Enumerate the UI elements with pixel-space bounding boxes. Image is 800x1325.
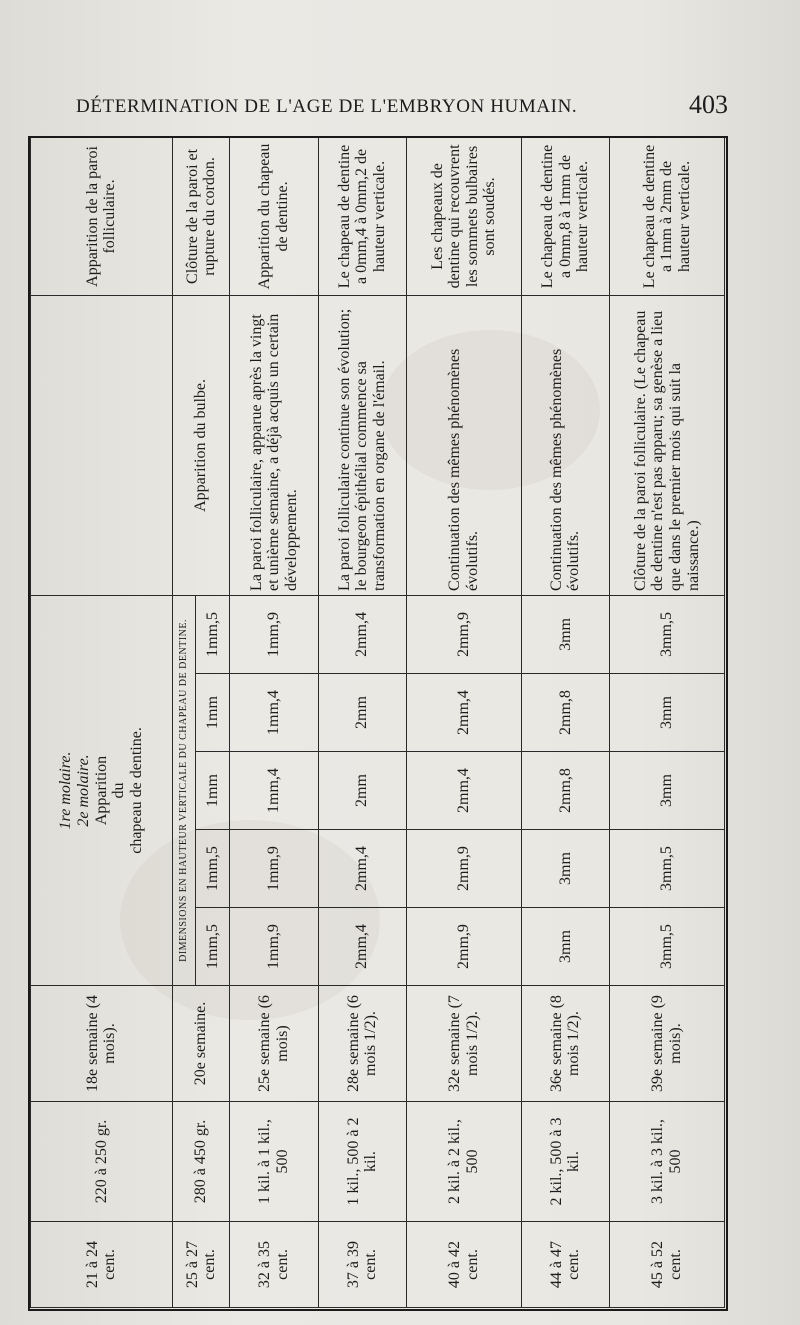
dimension-value-cell: 3mm — [609, 752, 724, 830]
dimension-value-cell: 2mm,9 — [406, 908, 521, 986]
dimension-value-cell: 1mm — [195, 674, 229, 752]
length-cell: 40 à 42 cent. — [406, 1222, 521, 1308]
dimension-value-cell: 3mm — [521, 595, 609, 673]
length-cell: 32 à 35 cent. — [230, 1222, 318, 1308]
dimension-value-cell: 2mm,4 — [406, 674, 521, 752]
dimension-value-cell: 3mm,5 — [609, 908, 724, 986]
age-cell: 32e semaine (7 mois 1/2). — [406, 986, 521, 1102]
dimension-value-cell: 2mm,8 — [521, 752, 609, 830]
header-first-molar: 1re molaire. — [57, 751, 75, 830]
table-row — [31, 137, 173, 1307]
weight-cell: 1 kil. à 1 kil., 500 — [230, 1102, 318, 1222]
dimension-value-cell: 3mm — [521, 908, 609, 986]
dimension-value-cell: 1mm,9 — [230, 830, 318, 908]
weight-cell: 2 kil., 500 à 3 kil. — [521, 1102, 609, 1222]
table-row — [230, 137, 318, 1307]
dimension-value-cell: 3mm,5 — [609, 595, 724, 673]
dimension-value-cell: 1mm,9 — [230, 908, 318, 986]
first-molar-cell: Apparition du chapeau de dentine. — [230, 137, 318, 295]
first-molar-cell: Le chapeau de dentine a 0mm,8 à 1mm de hauteur verticale. — [521, 137, 609, 295]
weight-cell: 2 kil. à 2 kil., 500 — [406, 1102, 521, 1222]
dimension-value-cell: 3mm — [609, 674, 724, 752]
length-cell: 44 à 47 cent. — [521, 1222, 609, 1308]
dimension-value-cell: 1mm,5 — [195, 908, 229, 986]
dimension-value-cell: 2mm,4 — [406, 752, 521, 830]
dimension-value-cell: 1mm,9 — [230, 595, 318, 673]
dimension-value-cell: 3mm — [521, 830, 609, 908]
weight-cell: 3 kil. à 3 kil., 500 — [609, 1102, 724, 1222]
first-molar-cell: Apparition de la paroi folliculaire. — [31, 137, 173, 295]
header-second-molar: 2e molaire. — [75, 754, 93, 827]
length-cell: 37 à 39 cent. — [318, 1222, 406, 1308]
age-cell: 36e semaine (8 mois 1/2). — [521, 986, 609, 1102]
bulb-cell: Apparition du bulbe. — [172, 295, 229, 595]
weight-cell: 280 à 450 gr. — [172, 1102, 229, 1222]
dimension-value-cell: 2mm — [318, 674, 406, 752]
dimension-value-cell: 2mm,4 — [318, 595, 406, 673]
embryo-age-table — [30, 137, 725, 1308]
dimension-value-cell: 3mm,5 — [609, 830, 724, 908]
dimension-value-cell: 2mm,9 — [406, 830, 521, 908]
header-chapeau: chapeau de dentine. — [127, 727, 145, 854]
rotated-table-frame — [28, 136, 728, 1311]
dimension-value-cell: 2mm,4 — [318, 830, 406, 908]
age-cell: 39e semaine (9 mois). — [609, 986, 724, 1102]
dimension-value-cell: 1mm,4 — [230, 752, 318, 830]
age-cell: 25e semaine (6 mois) — [230, 986, 318, 1102]
age-cell: 18e semaine (4 mois). — [31, 986, 173, 1102]
page-header — [68, 88, 728, 124]
bulb-cell — [31, 295, 173, 595]
weight-cell: 1 kil., 500 à 2 kil. — [318, 1102, 406, 1222]
weight-cell: 220 à 250 gr. — [31, 1102, 173, 1222]
dimension-value-cell: 1mm,5 — [195, 830, 229, 908]
age-cell: 28e semaine (6 mois 1/2). — [318, 986, 406, 1102]
age-cell: 20e semaine. — [172, 986, 229, 1102]
bulb-cell: La paroi folliculaire continue son évolution; le bourgeon épithélial commence sa transformation en organe de l'émail. — [318, 295, 406, 595]
dimension-value-cell: 1mm — [195, 752, 229, 830]
dimension-value-cell: 2mm,8 — [521, 674, 609, 752]
length-cell: 21 à 24 cent. — [31, 1222, 173, 1308]
bulb-cell: La paroi folliculaire, apparue après la vingt et unième semaine, a déjà acquis un certain développement. — [230, 295, 318, 595]
dimension-value-cell: 2mm,4 — [318, 908, 406, 986]
table-row — [521, 137, 609, 1307]
dimension-value-cell: 1mm,5 — [195, 595, 229, 673]
length-cell: 45 à 52 cent. — [609, 1222, 724, 1308]
running-title: DÉTERMINATION DE L'AGE DE L'EMBRYON HUMAIN. — [76, 96, 578, 117]
dimension-value-cell: 2mm,9 — [406, 595, 521, 673]
first-molar-cell: Le chapeau de dentine a 0mm,4 à 0mm,2 de hauteur verticale. — [318, 137, 406, 295]
table-row — [609, 137, 724, 1307]
table-row — [318, 137, 406, 1307]
dimension-label: DIMENSIONS EN HAUTEUR VERTICALE DU CHAPEAU DE DENTINE. — [172, 595, 195, 985]
bulb-cell: Clôture de la paroi folliculaire. (Le chapeau de dentine n'est pas apparu; sa genèse a lieu que dans le premier mois qui suit la naissance.) — [609, 295, 724, 595]
header-du: du — [110, 782, 128, 799]
rotated-table-content — [30, 138, 725, 1308]
first-molar-cell: Le chapeau de dentine a 1mm à 2mm de hauteur verticale. — [609, 137, 724, 295]
bulb-cell: Continuation des mêmes phénomènes évolutifs. — [406, 295, 521, 595]
bulb-cell: Continuation des mêmes phénomènes évolutifs. — [521, 295, 609, 595]
dimension-value-cell: 2mm — [318, 752, 406, 830]
dimension-label-row — [172, 137, 195, 1307]
first-molar-cell: Clôture de la paroi et rupture du cordon. — [172, 137, 229, 295]
dimension-value-cell: 1mm,4 — [230, 674, 318, 752]
molar-header-cell — [31, 595, 173, 985]
header-apparition: Apparition — [92, 755, 110, 826]
first-molar-cell: Les chapeaux de dentine qui recouvrent les sommets bulbaires sont soudés. — [406, 137, 521, 295]
table-row — [406, 137, 521, 1307]
page-number: 403 — [689, 90, 728, 119]
length-cell: 25 à 27 cent. — [172, 1222, 229, 1308]
